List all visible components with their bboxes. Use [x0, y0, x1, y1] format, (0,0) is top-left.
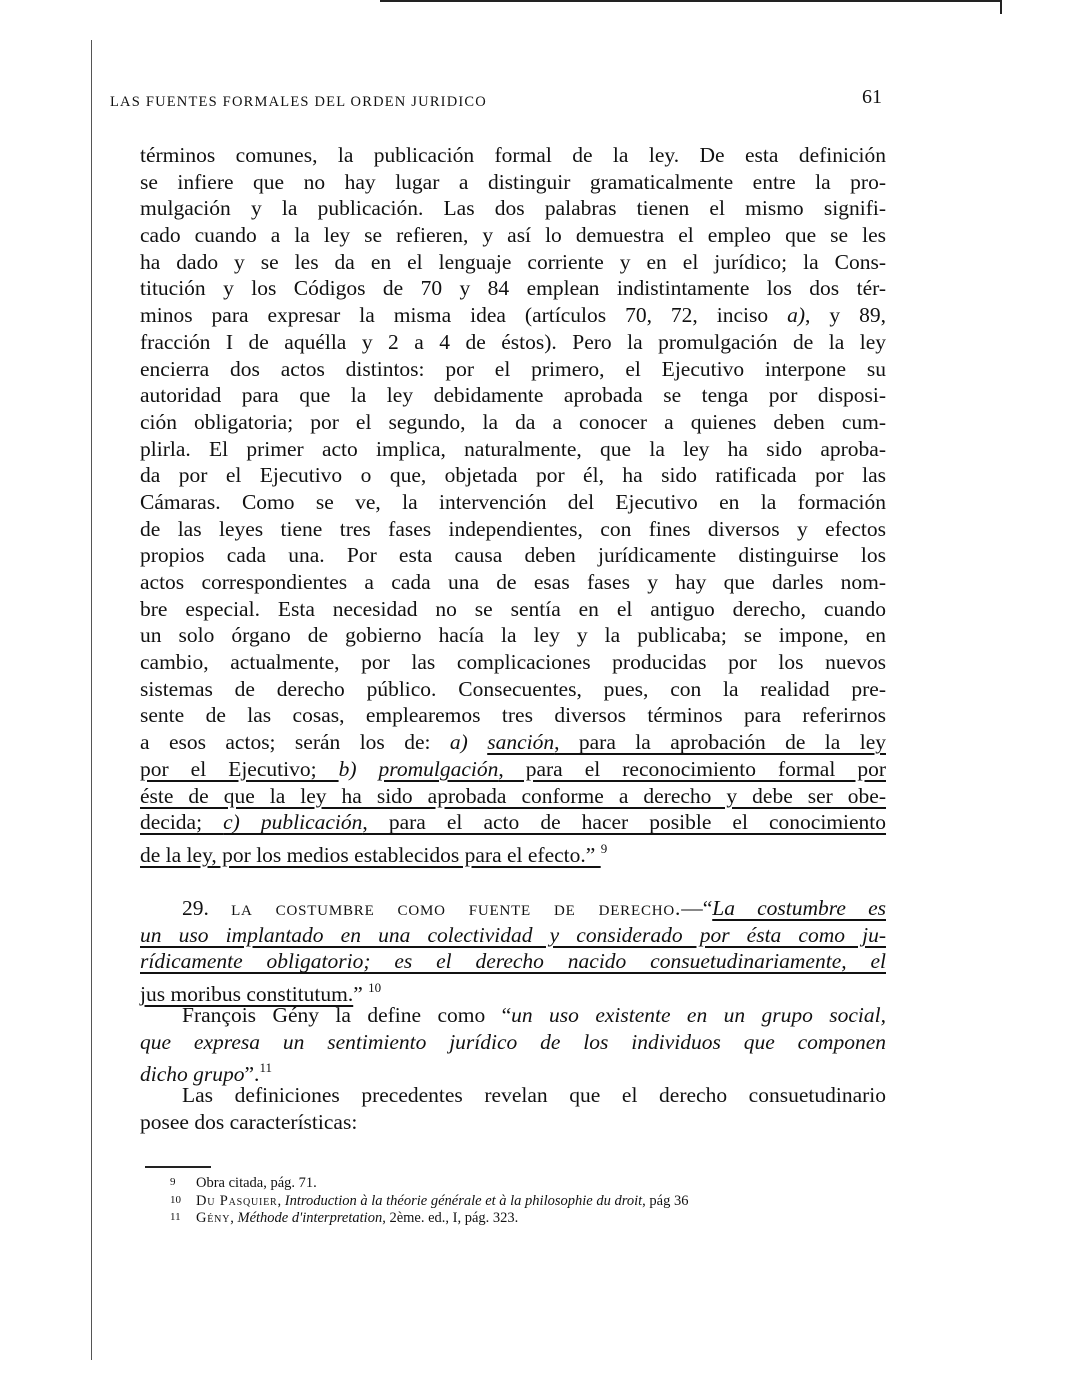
text-line	[140, 436, 886, 463]
text-segment: a)	[787, 303, 806, 328]
text-segment: , pág 36	[642, 1192, 689, 1209]
text-line	[140, 783, 886, 810]
text-segment: ”	[353, 982, 369, 1007]
text-line	[140, 329, 886, 356]
text-segment: ,	[277, 1192, 285, 1209]
text-segment: c) publicación	[223, 810, 363, 835]
text-segment: La costumbre es	[712, 896, 886, 920]
text-segment: , para la aprobación de la ley	[554, 730, 886, 755]
text-segment: , y 89,	[805, 303, 887, 328]
text-segment: fracción I de aquélla y 2 a 4 de éstos). Pero la promulgación de la ley	[140, 329, 886, 354]
footnote	[170, 1174, 890, 1192]
text-segment: Gény	[196, 1210, 231, 1226]
text-segment: un uso existente en un grupo social,	[511, 1003, 887, 1027]
text-line	[140, 702, 886, 729]
text-line	[140, 922, 886, 949]
footnote-number: 9	[170, 1176, 176, 1188]
text-segment: Méthode d'interpretation	[237, 1210, 383, 1226]
text-line	[140, 809, 886, 836]
text-segment: , para el reconocimiento formal por	[498, 756, 886, 781]
footnote-reference: 11	[259, 1060, 272, 1076]
text-line	[140, 142, 886, 169]
scan-edge-mark	[1000, 0, 1002, 14]
text-segment: actos correspondientes a cada una de esas fases y hay que darles nom-	[140, 570, 886, 594]
text-line	[140, 222, 886, 249]
text-segment: ”.	[244, 1062, 260, 1087]
text-segment: minos para expresar la misma idea (artículos 70, 72, inciso	[140, 303, 788, 328]
text-segment: dicho grupo	[140, 1062, 245, 1087]
text-line	[140, 462, 886, 489]
text-segment: autoridad para que la ley debidamente aprobada se tenga por disposi-	[140, 383, 886, 408]
text-segment: se infiere que no hay lugar a distinguir gramaticalmente entre la pro-	[140, 169, 886, 194]
text-line	[140, 729, 886, 756]
text-line	[140, 975, 886, 1007]
text-segment: cado cuando a la ley se refieren, y así lo demuestra el empleo que se les	[140, 223, 886, 248]
text-segment: por el Ejecutivo;	[140, 756, 339, 781]
text-segment: b)	[338, 756, 379, 781]
text-segment: que expresa un sentimiento jurídico de los individuos que componen	[140, 1029, 886, 1054]
text-line	[140, 516, 886, 543]
text-segment: éste de que la ley ha sido aprobada conforme a derecho y debe ser obe-	[140, 783, 886, 808]
text-segment: , para el acto de hacer posible el conocimiento	[362, 810, 887, 835]
text-line	[140, 1029, 886, 1056]
text-line	[140, 1109, 886, 1136]
text-segment: ,	[230, 1210, 238, 1226]
text-segment: ción obligatoria; por el segundo, la da a conocer a quienes deben cum-	[140, 409, 886, 434]
text-segment: jus moribus constitutum.	[140, 982, 354, 1007]
text-segment: decida;	[140, 810, 224, 835]
text-segment: un solo órgano de gobierno hacía la ley y la publicaba; se impone, en	[140, 623, 886, 648]
footnotes	[170, 1174, 890, 1227]
text-segment: sente de las cosas, emplearemos tres diversos términos para referirnos	[140, 703, 886, 728]
text-line	[140, 409, 886, 436]
text-segment: sistemas de derecho público. Consecuentes, pues, con la realidad pre-	[140, 676, 886, 701]
text-segment: da por el Ejecutivo o que, objetada por él, ha sido ratificada por las	[140, 463, 886, 488]
scan-edge-top	[380, 0, 1000, 2]
footnote-reference: 10	[368, 980, 382, 996]
footnote	[170, 1192, 890, 1210]
text-segment: François Gény la define como “	[182, 1003, 512, 1027]
text-line	[140, 356, 886, 383]
text-segment: , 2ème. ed., I, pág. 323.	[382, 1210, 519, 1226]
text-segment: bre especial. Esta necesidad no se sentía en el antiguo derecho, cuando	[140, 596, 886, 621]
text-segment: posee dos características:	[140, 1109, 358, 1134]
text-line	[140, 1055, 886, 1087]
text-segment: Las definiciones precedentes revelan que el derecho consuetudinario	[182, 1083, 886, 1107]
text-line	[140, 382, 886, 409]
scan-edge-left	[91, 40, 92, 1360]
text-segment: mulgación y la publicación. Las dos palabras tienen el mismo signifi-	[140, 196, 886, 221]
footnote-rule	[145, 1166, 211, 1168]
text-segment: a)	[449, 730, 488, 755]
text-line	[140, 302, 886, 329]
text-segment: encierra dos actos distintos: por el primero, el Ejecutivo interpone su	[140, 356, 886, 381]
text-segment: 29.	[182, 896, 232, 920]
text-line	[140, 1002, 886, 1029]
text-line	[140, 649, 886, 676]
text-segment: sanción	[487, 730, 555, 755]
text-segment: un uso implantado en una colectividad y considerado por ésta como ju-	[140, 922, 886, 947]
text-line	[140, 596, 886, 623]
text-segment: cambio, actualmente, por las complicaciones producidas por los nuevos	[140, 650, 886, 675]
text-line	[140, 676, 886, 703]
text-line	[140, 622, 886, 649]
paragraph-promulgacion	[140, 142, 887, 867]
text-segment: plirla. El primer acto implica, naturalmente, que la ley ha sido aproba-	[140, 436, 886, 461]
footnote-reference: 9	[600, 840, 608, 856]
text-line	[140, 836, 886, 867]
page-header	[110, 86, 880, 116]
page-number: 61	[862, 86, 882, 108]
paragraph-caracteristicas	[140, 1082, 886, 1135]
text-segment: propios cada una. Por esta causa deben jurídicamente distinguirse los	[140, 543, 886, 568]
text-segment: promulgación	[378, 756, 499, 781]
text-line	[140, 275, 886, 302]
footnote-number: 11	[170, 1211, 181, 1223]
section-29-costumbre	[140, 895, 886, 1007]
footnote-number: 10	[170, 1193, 181, 1206]
text-line	[140, 169, 886, 196]
text-segment: rídicamente obligatorio; es el derecho nacido consuetudinariamente, el	[140, 949, 886, 974]
text-line	[140, 895, 886, 922]
paragraph-geny-definition	[140, 1002, 887, 1087]
text-segment: Introduction à la théorie générale et à la philosophie du droit	[284, 1192, 643, 1209]
text-line	[140, 249, 886, 276]
text-segment: términos comunes, la publicación formal de la ley. De esta definición	[140, 143, 886, 167]
text-line	[140, 542, 886, 569]
text-line	[140, 195, 886, 222]
text-segment: de la ley, por los medios establecidos para el efecto.”	[140, 842, 601, 867]
text-segment: titución y los Códigos de 70 y 84 emplean indistintamente los dos tér-	[140, 276, 886, 301]
text-line	[140, 948, 886, 975]
text-segment: a esos actos; serán los de:	[140, 730, 450, 755]
text-line	[140, 489, 886, 516]
text-segment: Obra citada, pág. 71.	[196, 1175, 317, 1191]
text-segment: la costumbre como fuente de derecho.	[231, 896, 682, 920]
text-line	[140, 756, 886, 783]
text-segment: de las leyes tiene tres fases independientes, con fines diversos y efectos	[140, 516, 886, 541]
text-segment: —“	[681, 896, 713, 920]
text-segment: Du Pasquier	[196, 1192, 278, 1209]
footnote	[170, 1209, 890, 1227]
text-line	[140, 569, 886, 596]
running-title: LAS FUENTES FORMALES DEL ORDEN JURIDICO	[110, 94, 487, 110]
text-segment: ha dado y se les da en el lenguaje corriente y en el jurídico; la Cons-	[140, 249, 886, 274]
text-segment: Cámaras. Como se ve, la intervención del Ejecutivo en la formación	[140, 489, 886, 514]
text-line	[140, 1082, 886, 1109]
